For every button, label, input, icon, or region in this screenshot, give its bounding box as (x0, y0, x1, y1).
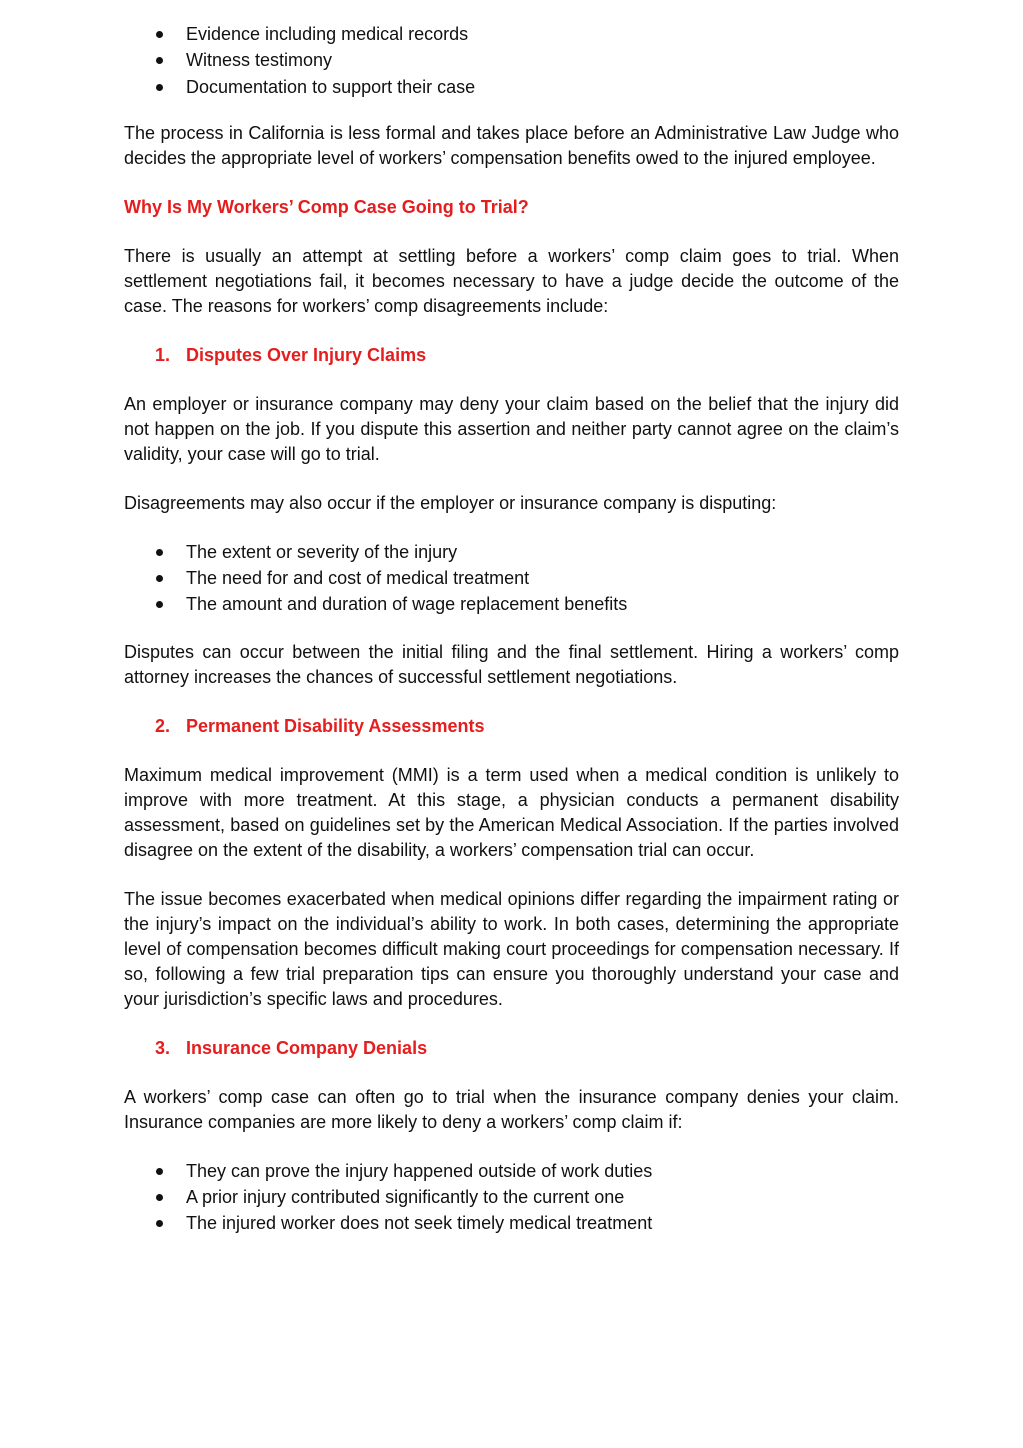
bullet-list-disputing (124, 540, 899, 619)
numbered-heading-disability (124, 714, 899, 739)
list-item: The extent or severity of the injury (124, 540, 899, 566)
heading-number: 1. (155, 344, 171, 365)
paragraph-employer-deny: An employer or insurance company may deny your claim based on the belief that the injury did not happen on the job. If you dispute this assertion and neither party cannot agree on the claim’s validity, your case will go to trial. (124, 393, 899, 464)
paragraph-disagreements: Disagreements may also occur if the employer or insurance company is disputing: (124, 492, 777, 513)
heading-number: 2. (155, 715, 171, 736)
heading-title: Insurance Company Denials (186, 1037, 428, 1058)
document-page (124, 22, 899, 1238)
paragraph-insurance-deny: A workers’ comp case can often go to trial when the insurance company denies your claim. Insurance companies are more likely to deny a workers’ comp claim if: (124, 1086, 899, 1132)
list-item: Evidence including medical records (124, 22, 899, 48)
list-item: The amount and duration of wage replacement benefits (124, 592, 899, 618)
list-item: Witness testimony (124, 48, 899, 74)
paragraph-mmi: Maximum medical improvement (MMI) is a term used when a medical condition is unlikely to improve with more treatment. At this stage, a physician conducts a permanent disability assessment, based on guidelines set by the American Medical Association. If the parties involved disagree on the extent of the disability, a workers’ compensation trial can occur. (124, 764, 899, 860)
section-heading-trial: Why Is My Workers’ Comp Case Going to Trial? (124, 196, 529, 217)
list-item: The need for and cost of medical treatment (124, 566, 899, 592)
list-item: The injured worker does not seek timely medical treatment (124, 1211, 899, 1237)
bullet-list-deny-reasons (124, 1159, 899, 1238)
bullet-list-evidence (124, 22, 899, 101)
numbered-heading-disputes (124, 343, 899, 368)
paragraph-settling: There is usually an attempt at settling before a workers’ comp claim goes to trial. When settlement negotiations fail, it becomes necessary to have a judge decide the outcome of the case. The reasons for workers’ comp disagreements include: (124, 245, 899, 316)
heading-title: Disputes Over Injury Claims (186, 344, 427, 365)
numbered-heading-denials (124, 1036, 899, 1061)
heading-title: Permanent Disability Assessments (186, 715, 485, 736)
list-item: They can prove the injury happened outside of work duties (124, 1159, 899, 1185)
list-item: Documentation to support their case (124, 75, 899, 101)
paragraph-exacerbated: The issue becomes exacerbated when medical opinions differ regarding the impairment rating or the injury’s impact on the individual’s ability to work. In both cases, determining the appropriate level of compensation becomes difficult making court proceedings for compensation necessary. If so, following a few trial preparation tips can ensure you thoroughly understand your case and your jurisdiction’s specific laws and procedures. (124, 888, 899, 1009)
paragraph-california: The process in California is less formal and takes place before an Administrative Law Judge who decides the appropriate level of workers’ compensation benefits owed to the injured employee. (124, 122, 899, 168)
heading-number: 3. (155, 1037, 171, 1058)
list-item: A prior injury contributed significantly to the current one (124, 1185, 899, 1211)
paragraph-disputes-occur: Disputes can occur between the initial filing and the final settlement. Hiring a workers’ comp attorney increases the chances of successful settlement negotiations. (124, 641, 899, 687)
